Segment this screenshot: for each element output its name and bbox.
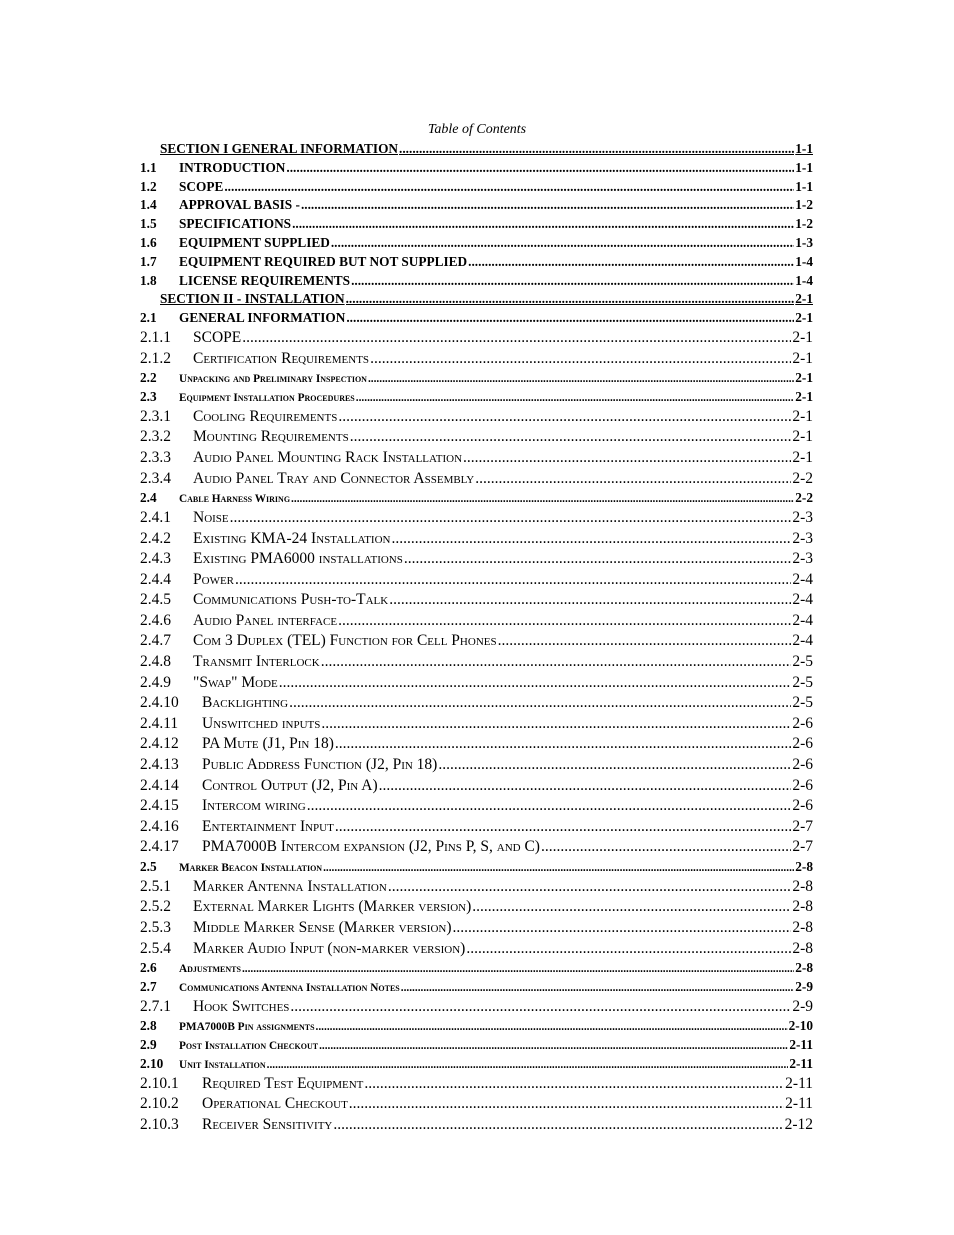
toc-entry-2-7[interactable] [140,978,813,997]
toc-entry-page: 2-5 [792,694,813,712]
toc-entry-page: 2-11 [789,1037,813,1053]
toc-entry-2-4-8[interactable] [140,652,813,673]
toc-entry-page: 2-1 [795,291,813,307]
toc-entry-2-5-2[interactable] [140,897,813,918]
toc-entry-leader [291,490,794,508]
toc-entry-leader [350,427,792,448]
toc-entry-page: 2-1 [795,370,813,386]
toc-entry-page: 2-11 [789,1055,813,1071]
toc-entry-title: Public Address Function (J2, Pin 18) [202,756,438,774]
toc-entry-leader [399,140,794,159]
toc-entry-2-1-1[interactable] [140,328,813,349]
toc-entry-number: 2.8 [140,1018,157,1034]
toc-entry-page: 2-1 [792,407,813,425]
toc-entry-number: 2.5.1 [140,877,171,895]
toc-entry-1-8[interactable] [140,272,813,291]
toc-entry-2-10-1[interactable] [140,1074,813,1095]
toc-entry-title: Marker Antenna Installation [193,877,387,895]
toc-entry-leader [301,196,794,215]
toc-entry-title: Cable Harness Wiring [179,493,291,506]
toc-entry-number: 2.5 [140,859,157,875]
toc-entry-1-7[interactable] [140,253,813,272]
toc-entry-2-4-16[interactable] [140,817,813,838]
toc-entry-leader [404,549,791,570]
toc-entry-title: Communications Antenna Installation Notes [179,981,400,994]
toc-entry-page: 1-1 [795,159,813,175]
toc-entry-2-1-2[interactable] [140,349,813,370]
toc-entry-title: SCOPE [179,178,224,194]
toc-entry-number: 2.10 [140,1055,164,1071]
toc-entry-leader [321,652,792,673]
toc-entry-number: 1.7 [140,253,157,269]
toc-entry-leader [289,693,791,714]
toc-entry-2-5-1[interactable] [140,877,813,898]
toc-entry-page: 2-8 [792,939,813,957]
toc-entry-leader [379,776,792,797]
toc-entry-title: Marker Audio Input (non-marker version) [193,939,466,957]
toc-entry-leader [349,1094,784,1115]
toc-entry-page: 2-10 [788,1018,813,1034]
toc-entry-page: 2-11 [785,1095,813,1113]
toc-entry-number: 2.2 [140,370,157,386]
toc-entry-2-3-1[interactable] [140,407,813,428]
toc-entry-leader [364,1074,784,1095]
toc-entry-2-4-6[interactable] [140,611,813,632]
toc-entry-title: Hook Switches [193,997,290,1015]
toc-entry-leader [242,328,791,349]
toc-entry-2-9[interactable] [140,1036,813,1055]
toc-entry-page: 2-6 [792,714,813,732]
toc-entry-page: 2-11 [785,1074,813,1092]
toc-entry-number: 2.4.11 [140,714,179,732]
toc-entry-leader [468,253,794,272]
toc-entry-leader [316,1018,788,1036]
toc-entry-leader [466,939,791,960]
toc-entry-page: 2-8 [795,859,813,875]
toc-entry-2-4-15[interactable] [140,796,813,817]
toc-entry-leader [338,611,791,632]
toc-entry-1-2[interactable] [140,178,813,197]
toc-entry-number: 1.6 [140,234,157,250]
toc-entry-title: Noise [193,508,229,526]
toc-entry-2-4-10[interactable] [140,693,813,714]
toc-entry-page: 1-4 [795,253,813,269]
toc-entry-title: Required Test Equipment [202,1074,364,1092]
toc-entry-leader [242,960,794,978]
toc-entry-leader [388,877,792,898]
toc-entry-leader [323,859,794,877]
toc-entry-page: 1-1 [795,178,813,194]
toc-entry-number: 2.4.5 [140,591,171,609]
toc-entry-page: 2-9 [792,997,813,1015]
toc-entry-title: Equipment Installation Procedures [179,391,355,404]
toc-entry-title: PA Mute (J1, Pin 18) [202,735,334,753]
toc-entry-number: 2.1 [140,310,157,326]
toc-entry-2-4-9[interactable] [140,673,813,694]
toc-entry-page: 2-1 [792,428,813,446]
toc-entry-number: 2.4.13 [140,756,179,774]
toc-entry-1-4[interactable] [140,196,813,215]
toc-entry-page: 1-2 [795,197,813,213]
toc-entry-title: Backlighting [202,694,289,712]
toc-entry-title: "Swap" Mode [193,673,278,691]
toc-entry-number: 2.4.1 [140,508,171,526]
toc-entry-leader [453,918,792,939]
toc-entry-number: 2.7.1 [140,997,171,1015]
toc-entry-title: APPROVAL BASIS - [179,197,300,213]
toc-entry-page: 2-1 [795,310,813,326]
toc-entry-title: Adjustments [179,963,241,976]
toc-entry-leader [335,817,791,838]
toc-entry-page: 2-5 [792,653,813,671]
toc-entry-number: 1.4 [140,197,157,213]
toc-entry-title: EQUIPMENT REQUIRED BUT NOT SUPPLIED [179,253,468,269]
toc-entry-page: 2-1 [795,388,813,404]
toc-entry-2-4-5[interactable] [140,590,813,611]
toc-entry-title: Com 3 Duplex (TEL) Function for Cell Phones [193,632,497,650]
toc-entry-number: 2.4.16 [140,817,179,835]
toc-entry-title: Unpacking and Preliminary Inspection [179,373,367,386]
toc-entry-leader [438,755,791,776]
toc-entry-number: 1.8 [140,272,157,288]
toc-entry-title: SPECIFICATIONS [179,216,292,232]
toc-entry-2-3-2[interactable] [140,427,813,448]
toc-entry-2-3-3[interactable] [140,448,813,469]
toc-entry-page: 1-2 [795,216,813,232]
toc-entry-page: 2-4 [792,611,813,629]
toc-entry-page: 2-3 [792,508,813,526]
toc-entry-leader [279,673,792,694]
toc-entry-leader [498,631,792,652]
toc-entry-2-10[interactable] [140,1055,813,1074]
toc-entry-title: SCOPE [193,328,242,346]
toc-entry-number: 2.3 [140,388,157,404]
toc-entry-leader [389,590,791,611]
toc-entry-2-5[interactable] [140,858,813,877]
toc-entry-2-4-12[interactable] [140,734,813,755]
toc-entry-number: 2.4.15 [140,797,179,815]
toc-entry-number: 2.4.12 [140,735,179,753]
toc-entry-2-5-4[interactable] [140,939,813,960]
toc-entry-page: 2-5 [792,673,813,691]
toc-entry-number: 2.4.17 [140,838,179,856]
toc-entry-leader [333,1115,783,1136]
toc-entry-number: 2.4.6 [140,611,171,629]
toc-entry-2-4-17[interactable] [140,837,813,858]
toc-entry-title: Receiver Sensitivity [202,1115,333,1133]
toc-entry-leader [475,469,791,490]
toc-entry-number: 2.6 [140,960,157,976]
toc-entry-1-1[interactable] [140,159,813,178]
toc-entry-title: Middle Marker Sense (Marker version) [193,919,452,936]
toc-entry-number: 2.4.14 [140,776,179,794]
toc-entry-2-10-2[interactable] [140,1094,813,1115]
toc-entry-leader [346,309,794,328]
toc-entry-2-4[interactable] [140,489,813,508]
toc-entry-2-6[interactable] [140,959,813,978]
toc-entry-2-3-4[interactable] [140,469,813,490]
toc-entry-title: Audio Panel Mounting Rack Installation [193,448,463,466]
toc-entry-title: PMA7000B Pin assignments [179,1021,315,1034]
toc-entry-2-1[interactable] [140,309,813,328]
toc-entry-title: Control Output (J2, Pin A) [202,776,378,794]
toc-entry-2-4-2[interactable] [140,529,813,550]
toc-entry-number: 1.2 [140,178,157,194]
toc-entry-leader [346,290,795,309]
toc-entry-leader [351,272,794,291]
toc-entry-page: 2-6 [792,797,813,815]
toc-entry-number: 2.4.4 [140,570,171,588]
toc-entry-2-4-1[interactable] [140,508,813,529]
toc-entry-title: External Marker Lights (Marker version) [193,898,472,916]
toc-entry-leader [307,796,792,817]
toc-entry-title: Cooling Requirements [193,407,338,425]
toc-entry-title: Existing PMA6000 installations [193,550,403,568]
toc-entry-title: Audio Panel Tray and Connector Assembly [193,469,475,487]
toc-entry-leader [356,389,795,407]
toc-entry-leader [286,159,794,178]
toc-entry-title: Unit Installation [179,1058,266,1071]
toc-entry-section-0[interactable] [140,140,813,159]
toc-entry-leader [230,508,792,529]
toc-entry-title: SECTION II - INSTALLATION [160,291,345,307]
toc-entry-title: Transmit Interlock [193,653,320,671]
toc-entry-number: 2.4.10 [140,694,179,712]
toc-entry-page: 2-7 [792,838,813,856]
toc-entry-page: 2-4 [792,591,813,609]
toc-entry-number: 2.3.2 [140,428,171,446]
toc-entry-leader [321,714,791,735]
toc-entry-leader [290,997,791,1018]
toc-entry-page: 2-2 [795,490,813,506]
toc-entry-leader [370,349,791,370]
toc-entry-number: 1.1 [140,159,157,175]
toc-entry-number: 2.10.3 [140,1115,179,1133]
toc-entry-2-4-3[interactable] [140,549,813,570]
toc-entry-number: 2.10.2 [140,1095,179,1113]
toc-entry-leader [319,1037,788,1055]
toc-entry-leader [391,529,791,550]
toc-entry-number: 2.3.3 [140,448,171,466]
toc-entry-number: 2.5.2 [140,898,171,916]
toc-entry-title: Operational Checkout [202,1095,348,1113]
toc-entry-page: 1-4 [795,272,813,288]
toc-entry-title: Post Installation Checkout [179,1040,319,1053]
toc-entry-title: Intercom wiring [202,797,306,815]
toc-entry-leader [338,407,791,428]
toc-entry-page: 2-1 [792,448,813,466]
toc-entry-leader [368,370,794,388]
toc-entry-title: PMA7000B Intercom expansion (J2, Pins P, S, and C) [202,838,540,856]
toc-entry-leader [267,1056,789,1074]
toc-entry-number: 2.4.8 [140,653,171,671]
toc-entry-number: 2.3.1 [140,407,171,425]
toc-entry-number: 2.5.4 [140,939,171,957]
toc-heading: Table of Contents [427,122,527,137]
toc-entry-number: 2.7 [140,978,157,994]
toc-entry-page: 1-1 [795,141,813,156]
toc-entry-title: GENERAL INFORMATION [179,310,346,326]
toc-entry-2-10-3[interactable] [140,1115,813,1136]
toc-entry-title: Audio Panel interface [193,611,338,629]
toc-entry-leader [292,215,794,234]
toc-entry-title: Unswitched inputs [202,714,321,732]
toc-entry-2-4-14[interactable] [140,776,813,797]
toc-entry-leader [224,178,794,197]
toc-entry-leader [335,734,791,755]
toc-entry-title: Mounting Requirements [193,428,349,446]
toc-entry-leader [463,448,791,469]
toc-entry-title: Entertainment Input [202,817,334,835]
toc-entry-number: 2.1.2 [140,349,171,367]
toc-entry-title: Certification Requirements [193,349,370,367]
toc-entry-page: 2-6 [792,735,813,753]
toc-entry-number: 2.9 [140,1037,157,1053]
toc-entry-leader [401,979,795,997]
toc-entry-number: 2.4.2 [140,529,171,547]
toc-entry-title: Communications Push-to-Talk [193,591,389,609]
toc-entry-page: 2-4 [792,632,813,650]
toc-entry-page: 2-3 [792,529,813,547]
toc-entry-title: INTRODUCTION [179,159,286,175]
toc-entry-page: 2-12 [784,1115,813,1133]
toc-entry-title: Marker Beacon Installation [179,862,323,875]
toc-entry-page: 2-8 [792,877,813,895]
toc-entry-page: 2-1 [792,349,813,367]
toc-entry-2-4-11[interactable] [140,714,813,735]
toc-entry-number: 2.4.7 [140,632,171,650]
toc-entry-number: 2.4 [140,490,157,506]
toc-entry-section-8[interactable] [140,290,813,309]
toc-entry-number: 2.4.9 [140,673,171,691]
toc-entry-2-2[interactable] [140,369,813,388]
toc-entry-number: 2.3.4 [140,469,171,487]
toc-entry-2-4-13[interactable] [140,755,813,776]
toc-entry-page: 2-4 [792,570,813,588]
toc-entry-title: Existing KMA-24 Installation [193,529,391,547]
toc-entry-number: 2.1.1 [140,328,171,346]
toc-entry-2-4-4[interactable] [140,570,813,591]
toc-entry-title: SECTION I GENERAL INFORMATION [160,141,399,156]
toc-entry-2-4-7[interactable] [140,631,813,652]
toc-entry-page: 1-3 [795,234,813,250]
toc-entry-1-5[interactable] [140,215,813,234]
table-of-contents [140,140,813,1136]
toc-entry-page: 2-6 [792,776,813,794]
toc-entry-page: 2-1 [792,328,813,346]
toc-entry-leader [235,570,791,591]
toc-entry-title: Power [193,570,235,588]
toc-entry-2-7-1[interactable] [140,997,813,1018]
toc-entry-page: 2-7 [792,817,813,835]
toc-entry-leader [331,234,794,253]
toc-entry-title: EQUIPMENT SUPPLIED [179,234,330,250]
toc-entry-page: 2-8 [792,898,813,916]
toc-entry-page: 2-9 [795,978,813,994]
toc-entry-page: 2-8 [795,960,813,976]
toc-entry-leader [472,897,791,918]
toc-entry-page: 2-2 [792,469,813,487]
toc-entry-2-8[interactable] [140,1017,813,1036]
toc-entry-2-3[interactable] [140,388,813,407]
toc-entry-2-5-3[interactable] [140,918,813,939]
toc-entry-page: 2-6 [792,756,813,774]
toc-entry-leader [541,837,791,858]
toc-entry-page: 2-8 [792,919,813,936]
toc-entry-number: 2.10.1 [140,1074,179,1092]
toc-entry-number: 2.5.3 [140,919,171,936]
toc-entry-number: 2.4.3 [140,550,171,568]
toc-entry-number: 1.5 [140,216,157,232]
toc-entry-title: LICENSE REQUIREMENTS [179,272,351,288]
toc-entry-page: 2-3 [792,550,813,568]
toc-entry-1-6[interactable] [140,234,813,253]
